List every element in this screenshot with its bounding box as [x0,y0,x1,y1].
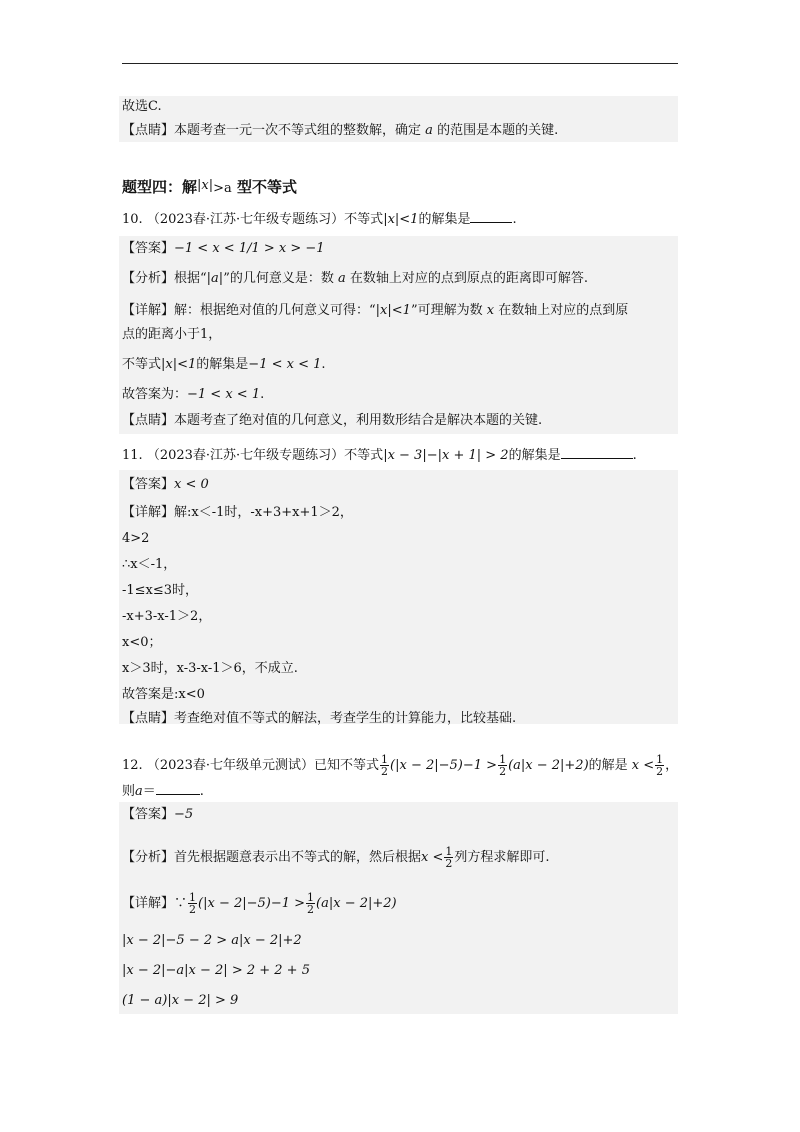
q10-detail-1: 【详解】解：根据绝对值的几何意义可得：“|x|<1”可理解为数 x 在数轴上对应的点到原 [122,303,629,318]
analysis-label: 【分析】 [122,850,175,865]
comment-label: 【点睛】 [122,123,175,138]
comment-label: 【点睛】 [122,413,175,428]
q11-detail-line: 故答案是:x<0 [122,687,205,702]
q11-detail-line: 【详解】解:x＜-1时，-x+3+x+1＞2， [122,505,353,520]
prev-conclusion-text: 故选C. [122,99,162,114]
fraction: $\frac{1}{2}$ [381,753,389,778]
q12-step: |x − 2|−a|x − 2| > 2 + 2 + 5 [122,963,310,978]
q10-detail-2: 点的距离小于1， [122,327,222,342]
prev-conclusion [122,98,162,116]
q11-detail-line: x<0； [122,635,162,650]
header-rule [122,63,678,64]
q11-detail-line: -x+3-x-1＞2， [122,609,212,624]
q10-answer: 【答案】−1 < x < 1/1 > x > −1 [122,241,325,256]
detail-label: 【详解】 [122,505,175,520]
q12-stem: 12. （2023春·七年级单元测试）已知不等式 $\frac{1}{2}$ (|x − 2|−5)−1 > $\frac{1}{2}$ (a|x − 2|+2)的解是 x < $\frac{1}{2}$ ， [122,753,679,778]
question-number: 11. [122,448,143,463]
q12-answer: 【答案】−5 [122,807,194,822]
fraction: $\frac{1}{2}$ [499,753,507,778]
fraction: $\frac{1}{2}$ [445,845,453,870]
analysis-label: 【分析】 [122,271,175,286]
answer-blank[interactable] [156,782,200,795]
question-number: 10. [122,212,143,227]
q10-detail-3: 不等式|x|<1的解集是−1 < x < 1. [122,357,326,372]
q10-analysis: 【分析】根据“|a|”的几何意义是：数 a 在数轴上对应的点到原点的距离即可解答. [122,271,589,286]
fraction: $\frac{1}{2}$ [307,891,315,916]
q10-comment: 【点睛】本题考查了绝对值的几何意义，利用数形结合是解决本题的关键. [122,413,543,428]
answer-label: 【答案】 [122,241,175,256]
prev-comment: 【点睛】本题考查一元一次不等式组的整数解，确定 a 的范围是本题的关键. [122,123,559,138]
answer-blank[interactable] [470,210,512,223]
q12-stem-line2: 则a＝ . [122,784,204,799]
q11-comment: 【点睛】考查绝对值不等式的解法，考查学生的计算能力，比较基础. [122,711,517,726]
q11-answer: 【答案】x < 0 [122,477,209,492]
q11-detail-line: x＞3时，x-3-x-1＞6，不成立. [122,661,298,676]
q10-stem: 10. （2023春·江苏·七年级专题练习）不等式|x|<1的解集是 . [122,212,517,227]
answer-label: 【答案】 [122,807,175,822]
fraction: $\frac{1}{2}$ [189,891,197,916]
answer-label: 【答案】 [122,477,175,492]
section-title: 题型四：解|x|>a 型不等式 [122,178,298,196]
detail-label: 【详解】 [122,303,175,318]
detail-label: 【详解】 [122,896,175,911]
comment-label: 【点睛】 [122,711,175,726]
q12-detail-1: 【详解】∵ $\frac{1}{2}$ (|x − 2|−5)−1 > $\frac{1}{2}$ (a|x − 2|+2) [122,891,397,916]
fraction: $\frac{1}{2}$ [656,753,664,778]
q12-analysis: 【分析】首先根据题意表示出不等式的解，然后根据x < $\frac{1}{2}$ 列方程求解即可. [122,845,550,870]
q11-detail-line: 4>2 [122,531,150,546]
q12-step: (1 − a)|x − 2| > 9 [122,993,239,1008]
q12-step: |x − 2|−5 − 2 > a|x − 2|+2 [122,933,302,948]
q11-stem: 11. （2023春·江苏·七年级专题练习）不等式|x − 3|−|x + 1| > 2的解集是 . [122,448,637,463]
answer-blank[interactable] [561,446,633,459]
q10-detail-4: 故答案为：−1 < x < 1. [122,387,265,402]
q11-detail-line: -1≤x≤3时， [122,583,199,598]
q11-detail-line: ∴x＜-1， [122,557,177,572]
question-number: 12. [122,758,143,773]
